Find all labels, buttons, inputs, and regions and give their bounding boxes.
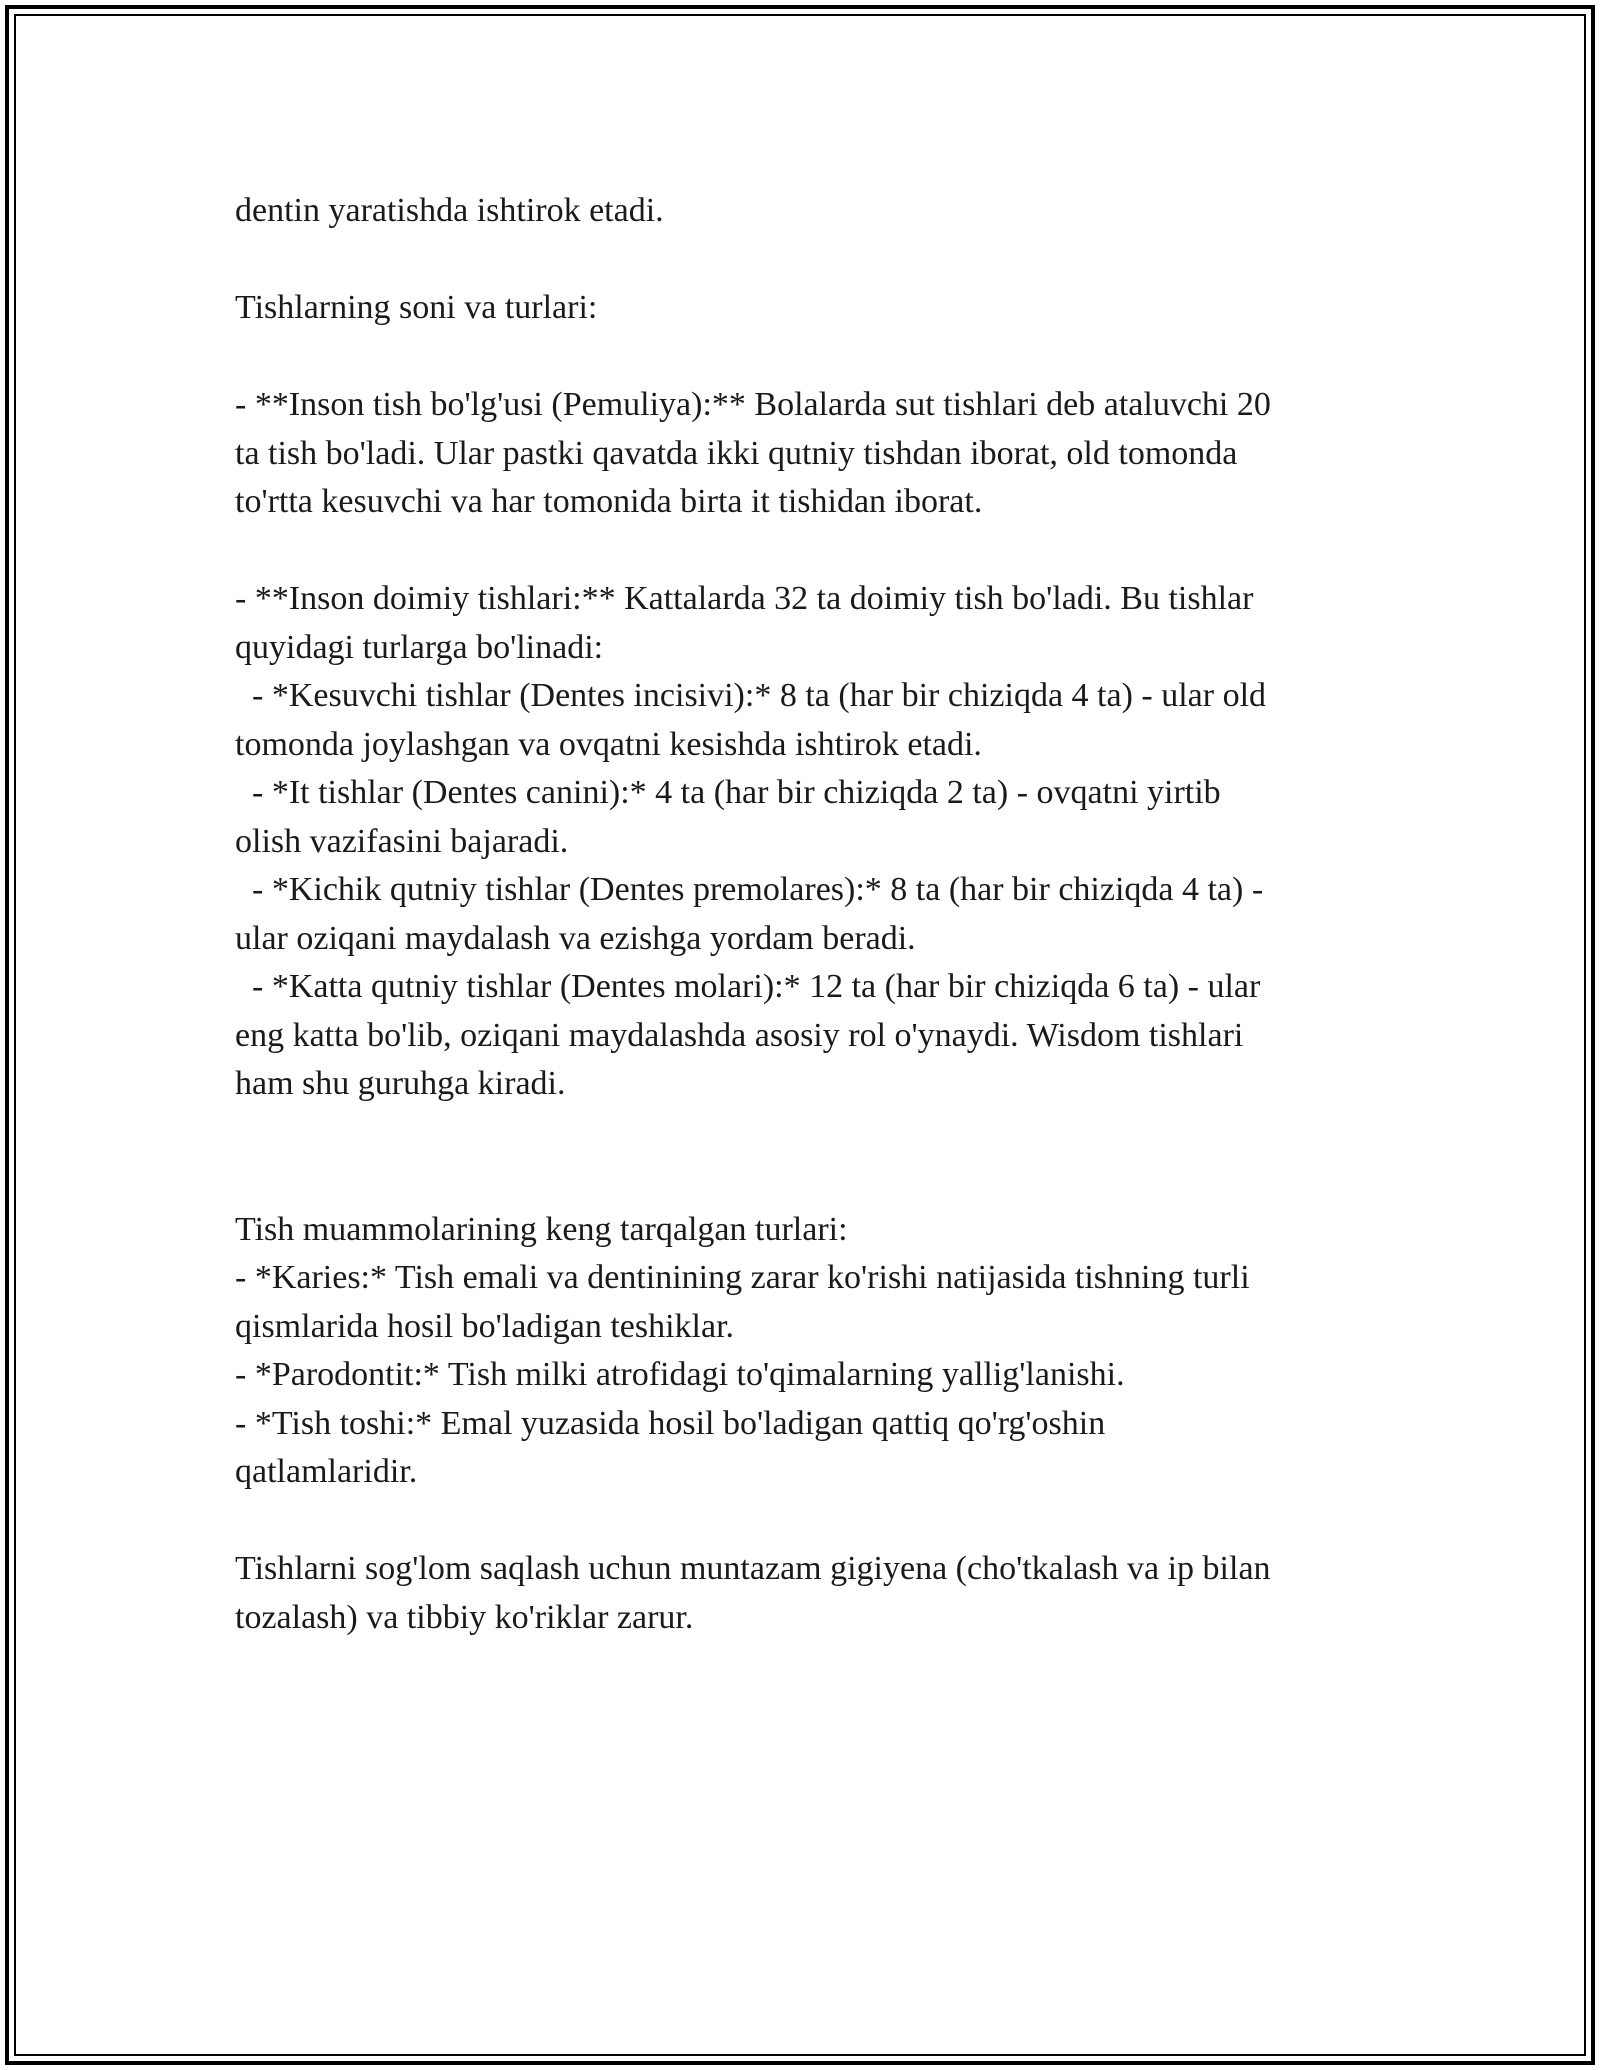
text-line: eng katta bo'lib, oziqani maydalashda asosiy rol o'ynaydi. Wisdom tishlari — [235, 1016, 1244, 1054]
text-line: tomonda joylashgan va ovqatni kesishda ishtirok etadi. — [235, 725, 982, 763]
text-line: - *Kesuvchi tishlar (Dentes incisivi):* 8 ta (har bir chiziqda 4 ta) - ular old — [235, 677, 1267, 714]
paragraph-gap — [235, 236, 1375, 285]
text-line: ta tish bo'ladi. Ular pastki qavatda ikki qutniy tishdan iborat, old tomonda — [235, 434, 1238, 472]
text-line: Tishlarni sog'lom saqlash uchun muntazam gigiyena (cho'tkalash va ip bilan — [235, 1550, 1271, 1587]
text-line: - *Tish toshi:* Emal yuzasida hosil bo'ladigan qattiq qo'rg'oshin — [235, 1404, 1106, 1442]
paragraph-gap — [235, 1497, 1375, 1546]
document-body — [235, 187, 1375, 1642]
text-line: Tishlarning soni va turlari: — [235, 289, 598, 326]
text-line: - **Inson tish bo'lg'usi (Pemuliya):** Bolalarda sut tishlari deb ataluvchi 20 — [235, 386, 1271, 423]
text-line: - **Inson doimiy tishlari:** Kattalarda 32 ta doimiy tish bo'ladi. Bu tishlar — [235, 580, 1254, 617]
paragraph — [235, 381, 1375, 527]
text-line: to'rtta kesuvchi va har tomonida birta it tishidan iborat. — [235, 483, 983, 520]
text-line: - *Katta qutniy tishlar (Dentes molari):* 12 ta (har bir chiziqda 6 ta) - ular — [235, 968, 1261, 1005]
text-line: qismlarida hosil bo'ladigan teshiklar. — [235, 1307, 735, 1345]
paragraph — [235, 575, 1375, 1157]
paragraph-gap — [235, 333, 1375, 382]
text-line: - *Kichik qutniy tishlar (Dentes premolares):* 8 ta (har bir chiziqda 4 ta) - — [235, 871, 1264, 908]
text-line: qatlamlaridir. — [235, 1453, 418, 1490]
paragraph-gap — [235, 1157, 1375, 1206]
paragraph — [235, 1206, 1375, 1497]
text-line: ham shu guruhga kiradi. — [235, 1065, 566, 1102]
text-line: dentin yaratishda ishtirok etadi. — [235, 192, 664, 229]
text-line: - *Karies:* Tish emali va dentinining zarar ko'rishi natijasida tishning turli — [235, 1259, 1250, 1296]
paragraph — [235, 284, 1375, 333]
paragraph-gap — [235, 527, 1375, 576]
paragraph — [235, 187, 1375, 236]
text-line: - *Parodontit:* Tish milki atrofidagi to'qimalarning yallig'lanishi. — [235, 1356, 1125, 1393]
text-line: tozalash) va tibbiy ko'riklar zarur. — [235, 1598, 694, 1636]
text-line — [235, 1109, 1375, 1158]
text-line: - *It tishlar (Dentes canini):* 4 ta (har bir chiziqda 2 ta) - ovqatni yirtib — [235, 774, 1221, 811]
text-line: olish vazifasini bajaradi. — [235, 822, 569, 860]
text-line: ular oziqani maydalash va ezishga yordam beradi. — [235, 919, 916, 957]
text-line: Tish muammolarining keng tarqalgan turlari: — [235, 1210, 848, 1248]
paragraph — [235, 1545, 1375, 1642]
text-line: quyidagi turlarga bo'linadi: — [235, 628, 604, 666]
